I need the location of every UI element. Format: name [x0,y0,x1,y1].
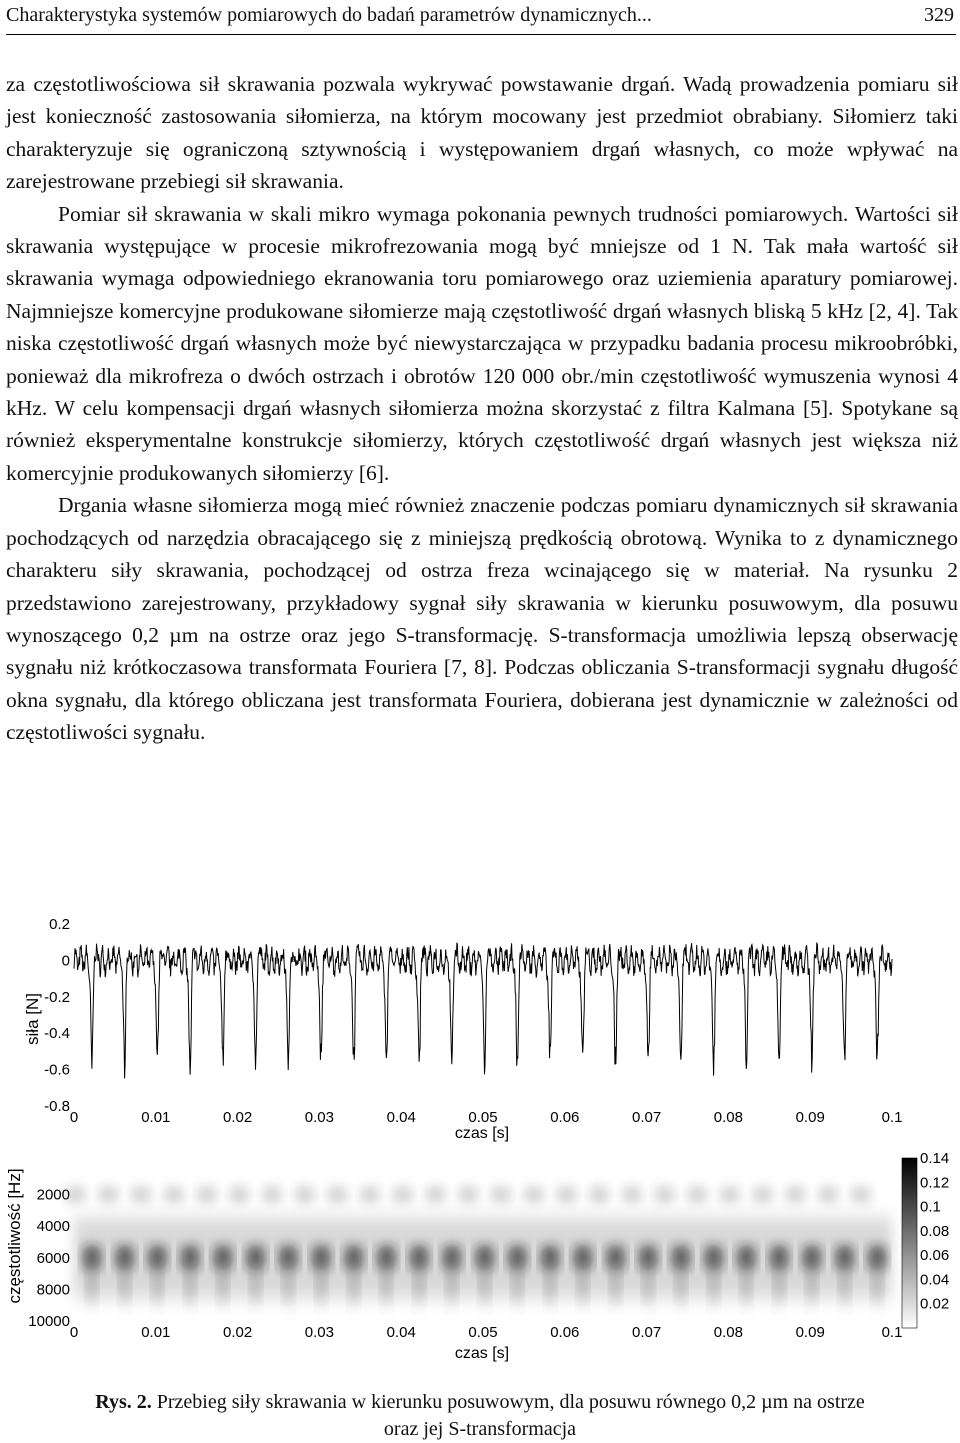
stransform-secondary-blob [68,1185,84,1205]
force-xtick-label: 0 [69,1109,79,1126]
colorbar-tick-label: 0.1 [920,1198,941,1216]
stransform-secondary-blob [558,1185,574,1205]
stransform-xtick-label: 0.1 [881,1324,903,1341]
stransform-secondary-blob [133,1185,149,1205]
body-text [6,68,958,749]
force-ytick-label: -0.6 [44,1061,70,1079]
stransform-secondary-blob [526,1185,542,1205]
stransform-secondary-blob [329,1185,345,1205]
stransform-blob-tail [579,1256,587,1304]
stransform-secondary-blob [591,1185,607,1205]
stransform-blob-tail [742,1256,750,1304]
stransform-secondary-blob [460,1185,476,1205]
colorbar-tick-label: 0.08 [920,1222,950,1240]
force-chart [23,916,902,1142]
stransform-secondary-blob [722,1185,738,1205]
stransform-blob-tail [317,1256,325,1304]
stransform-blob-tail [841,1256,849,1304]
stransform-blob-tail [382,1256,390,1304]
stransform-blob-tail [481,1256,489,1304]
colorbar-gradient [902,1158,917,1328]
stransform-blob-tail [775,1256,783,1304]
stransform-secondary-blob [689,1185,705,1205]
stransform-xtick-label: 0.09 [795,1324,825,1341]
stransform-xtick-label: 0.02 [222,1324,253,1341]
stransform-ylabel: częstotliwość [Hz] [5,1168,24,1304]
stransform-blob-tail [252,1256,260,1304]
force-ytick-label: 0 [61,952,70,970]
stransform-ytick-label: 8000 [36,1281,70,1299]
stransform-blob-tail [219,1256,227,1304]
stransform-secondary-blob [755,1185,771,1205]
stransform-xtick-label: 0 [69,1324,79,1341]
stransform-blob-tail [710,1256,718,1304]
stransform-secondary-blob [362,1185,378,1205]
force-y-ticks [44,916,70,1115]
stransform-blob-tail [513,1256,521,1304]
stransform-secondary-blob [820,1185,836,1205]
stransform-xlabel: czas [s] [454,1345,510,1362]
page-number: 329 [924,4,954,26]
stransform-secondary-blob [100,1185,116,1205]
stransform-xtick-label: 0.08 [713,1324,744,1341]
stransform-blob-tail [186,1256,194,1304]
stransform-blob-tail [448,1256,456,1304]
stransform-ytick-label: 2000 [36,1186,70,1204]
stransform-secondary-blob [297,1185,313,1205]
force-xtick-label: 0.02 [222,1109,253,1126]
force-ytick-label: -0.8 [44,1098,70,1115]
stransform-secondary-blob [231,1185,247,1205]
stransform-blob-tail [121,1256,129,1304]
force-x-ticks [70,1109,903,1126]
running-title: Charakterystyka systemów pomiarowych do badań parametrów dynamicznych... [6,4,652,26]
force-xtick-label: 0.08 [713,1109,744,1126]
force-ytick-label: -0.4 [44,1025,70,1043]
stransform-blob-tail [284,1256,292,1304]
force-xtick-label: 0.1 [881,1109,903,1126]
colorbar-tick-label: 0.06 [920,1247,950,1265]
stransform-chart [5,1150,949,1362]
colorbar-tick-label: 0.12 [920,1174,950,1192]
stransform-xtick-label: 0.03 [304,1324,335,1341]
force-xlabel: czas [s] [454,1125,510,1142]
colorbar-ticks [920,1150,949,1313]
colorbar-tick-label: 0.02 [920,1295,950,1313]
stransform-xtick-label: 0.04 [386,1324,416,1341]
stransform-blob-tail [546,1256,554,1304]
paragraph-1: za częstotliwościowa sił skrawania pozwala wykrywać powstawanie drgań. Wadą prowadzenia pomiaru sił jest konieczność zastosowania siłomierza, na którym mocowany jest przedmiot obrabiany. Siłomierz taki charakteryzuje się ograniczoną sztywnością i występowaniem drgań własnych, co może wpływać na zarejestrowane przebiegi sił skrawania. [6,72,958,194]
running-header [6,2,956,35]
stransform-blob-tail [644,1256,652,1304]
force-xtick-label: 0.03 [304,1109,335,1126]
force-xtick-label: 0.04 [386,1109,416,1126]
stransform-ytick-label: 10000 [28,1313,70,1330]
stransform-xtick-label: 0.07 [631,1324,662,1341]
caption-line-1: Przebieg siły skrawania w kierunku posuwowym, dla posuwu równego 0,2 µm na ostrze [156,1391,865,1413]
stransform-blob-tail [153,1256,161,1304]
force-xtick-label: 0.09 [795,1109,825,1126]
stransform-blob-tail [808,1256,816,1304]
paragraph-2: Pomiar sił skrawania w skali mikro wymaga pokonania pewnych trudności pomiarowych. Wartości sił skrawania występujące w procesie mikrofrezowania mogą być mniejsze od 1 N. Tak mała wartość sił skrawania wymaga odpowiedniego ekranowania toru pomiarowego oraz uziemienia aparatury pomiarowej. Najmniejsze komercyjne produkowane siłomierze mają częstotliwość drgań własnych bliską 5 kHz [2, 4]. Tak niska częstotliwość drgań własnych może być niewystarczająca w przypadku badania procesu mikroobróbki, ponieważ dla mikrofreza o dwóch ostrzach i obrotów 120 000 obr./min częstotliwość wymuszenia wynosi 4 kHz. W celu kompensacji drgań własnych siłomierza można skorzystać z filtra Kalmana [5]. Spotykane są również eksperymentalne konstrukcje siłomierzy, których częstotliwość drgań własnych jest większa niż komercyjnie produkowanych siłomierzy [6]. [6,201,958,485]
stransform-blob-tail [415,1256,423,1304]
stransform-secondary-blob [166,1185,182,1205]
stransform-secondary-blob [199,1185,215,1205]
stransform-secondary-blob [493,1185,509,1205]
caption-label: Rys. 2. [95,1391,152,1413]
figure-caption [0,1389,960,1443]
stransform-blob-tail [88,1256,96,1304]
colorbar-tick-label: 0.04 [920,1271,950,1289]
force-ylabel: siła [N] [23,993,42,1045]
stransform-ytick-label: 6000 [36,1249,70,1267]
paragraph-3: Drgania własne siłomierza mogą mieć również znaczenie podczas pomiaru dynamicznych sił skrawania pochodzących od narzędzia obracającego się z miniejszą prędkością obrotową. Wynika to z dynamicznego charakteru siły skrawania, pochodzącej od ostrza freza wcinającego się w materiał. Na rysunku 2 przedstawiono zarejestrowany, przykładowy sygnał siły skrawania w kierunku posuwowym, dla posuwu wynoszącego 0,2 µm na ostrze oraz jego S-transformację. S-transformacja umożliwia lepszą obserwację sygnału niż krótkoczasowa transformata Fouriera [7, 8]. Podczas obliczania S-transformacji sygnału długość okna sygnału, dla którego obliczana jest transformata Fouriera, dobierana jest dynamicznie w zależności od częstotliwości sygnału. [6,493,958,745]
force-xtick-label: 0.01 [141,1109,171,1126]
stransform-blob-tail [612,1256,620,1304]
stransform-secondary-blob [787,1185,803,1205]
stransform-xtick-label: 0.01 [141,1324,171,1341]
stransform-secondary-blob [395,1185,411,1205]
force-xtick-label: 0.05 [468,1109,498,1126]
stransform-xtick-label: 0.06 [550,1324,580,1341]
stransform-secondary-blob [657,1185,673,1205]
force-signal-line [74,943,892,1078]
figure-2 [0,906,960,1376]
caption-line-2: oraz jej S-transformacja [383,1418,577,1440]
colorbar [902,1150,949,1328]
stransform-blob-tail [677,1256,685,1304]
colorbar-tick-label: 0.14 [920,1150,950,1167]
force-ytick-label: -0.2 [44,988,70,1006]
force-xtick-label: 0.06 [550,1109,580,1126]
force-xtick-label: 0.07 [631,1109,662,1126]
stransform-blob-tail [873,1256,881,1304]
stransform-blob-tail [350,1256,358,1304]
stransform-secondary-blob [853,1185,869,1205]
stransform-y-ticks [28,1187,70,1330]
stransform-x-ticks [70,1324,903,1341]
force-ytick-label: 0.2 [49,916,70,933]
stransform-secondary-blob [624,1185,640,1205]
stransform-secondary-blob [428,1185,444,1205]
stransform-ytick-label: 4000 [36,1218,70,1236]
stransform-xtick-label: 0.05 [468,1324,498,1341]
stransform-secondary-blob [264,1185,280,1205]
